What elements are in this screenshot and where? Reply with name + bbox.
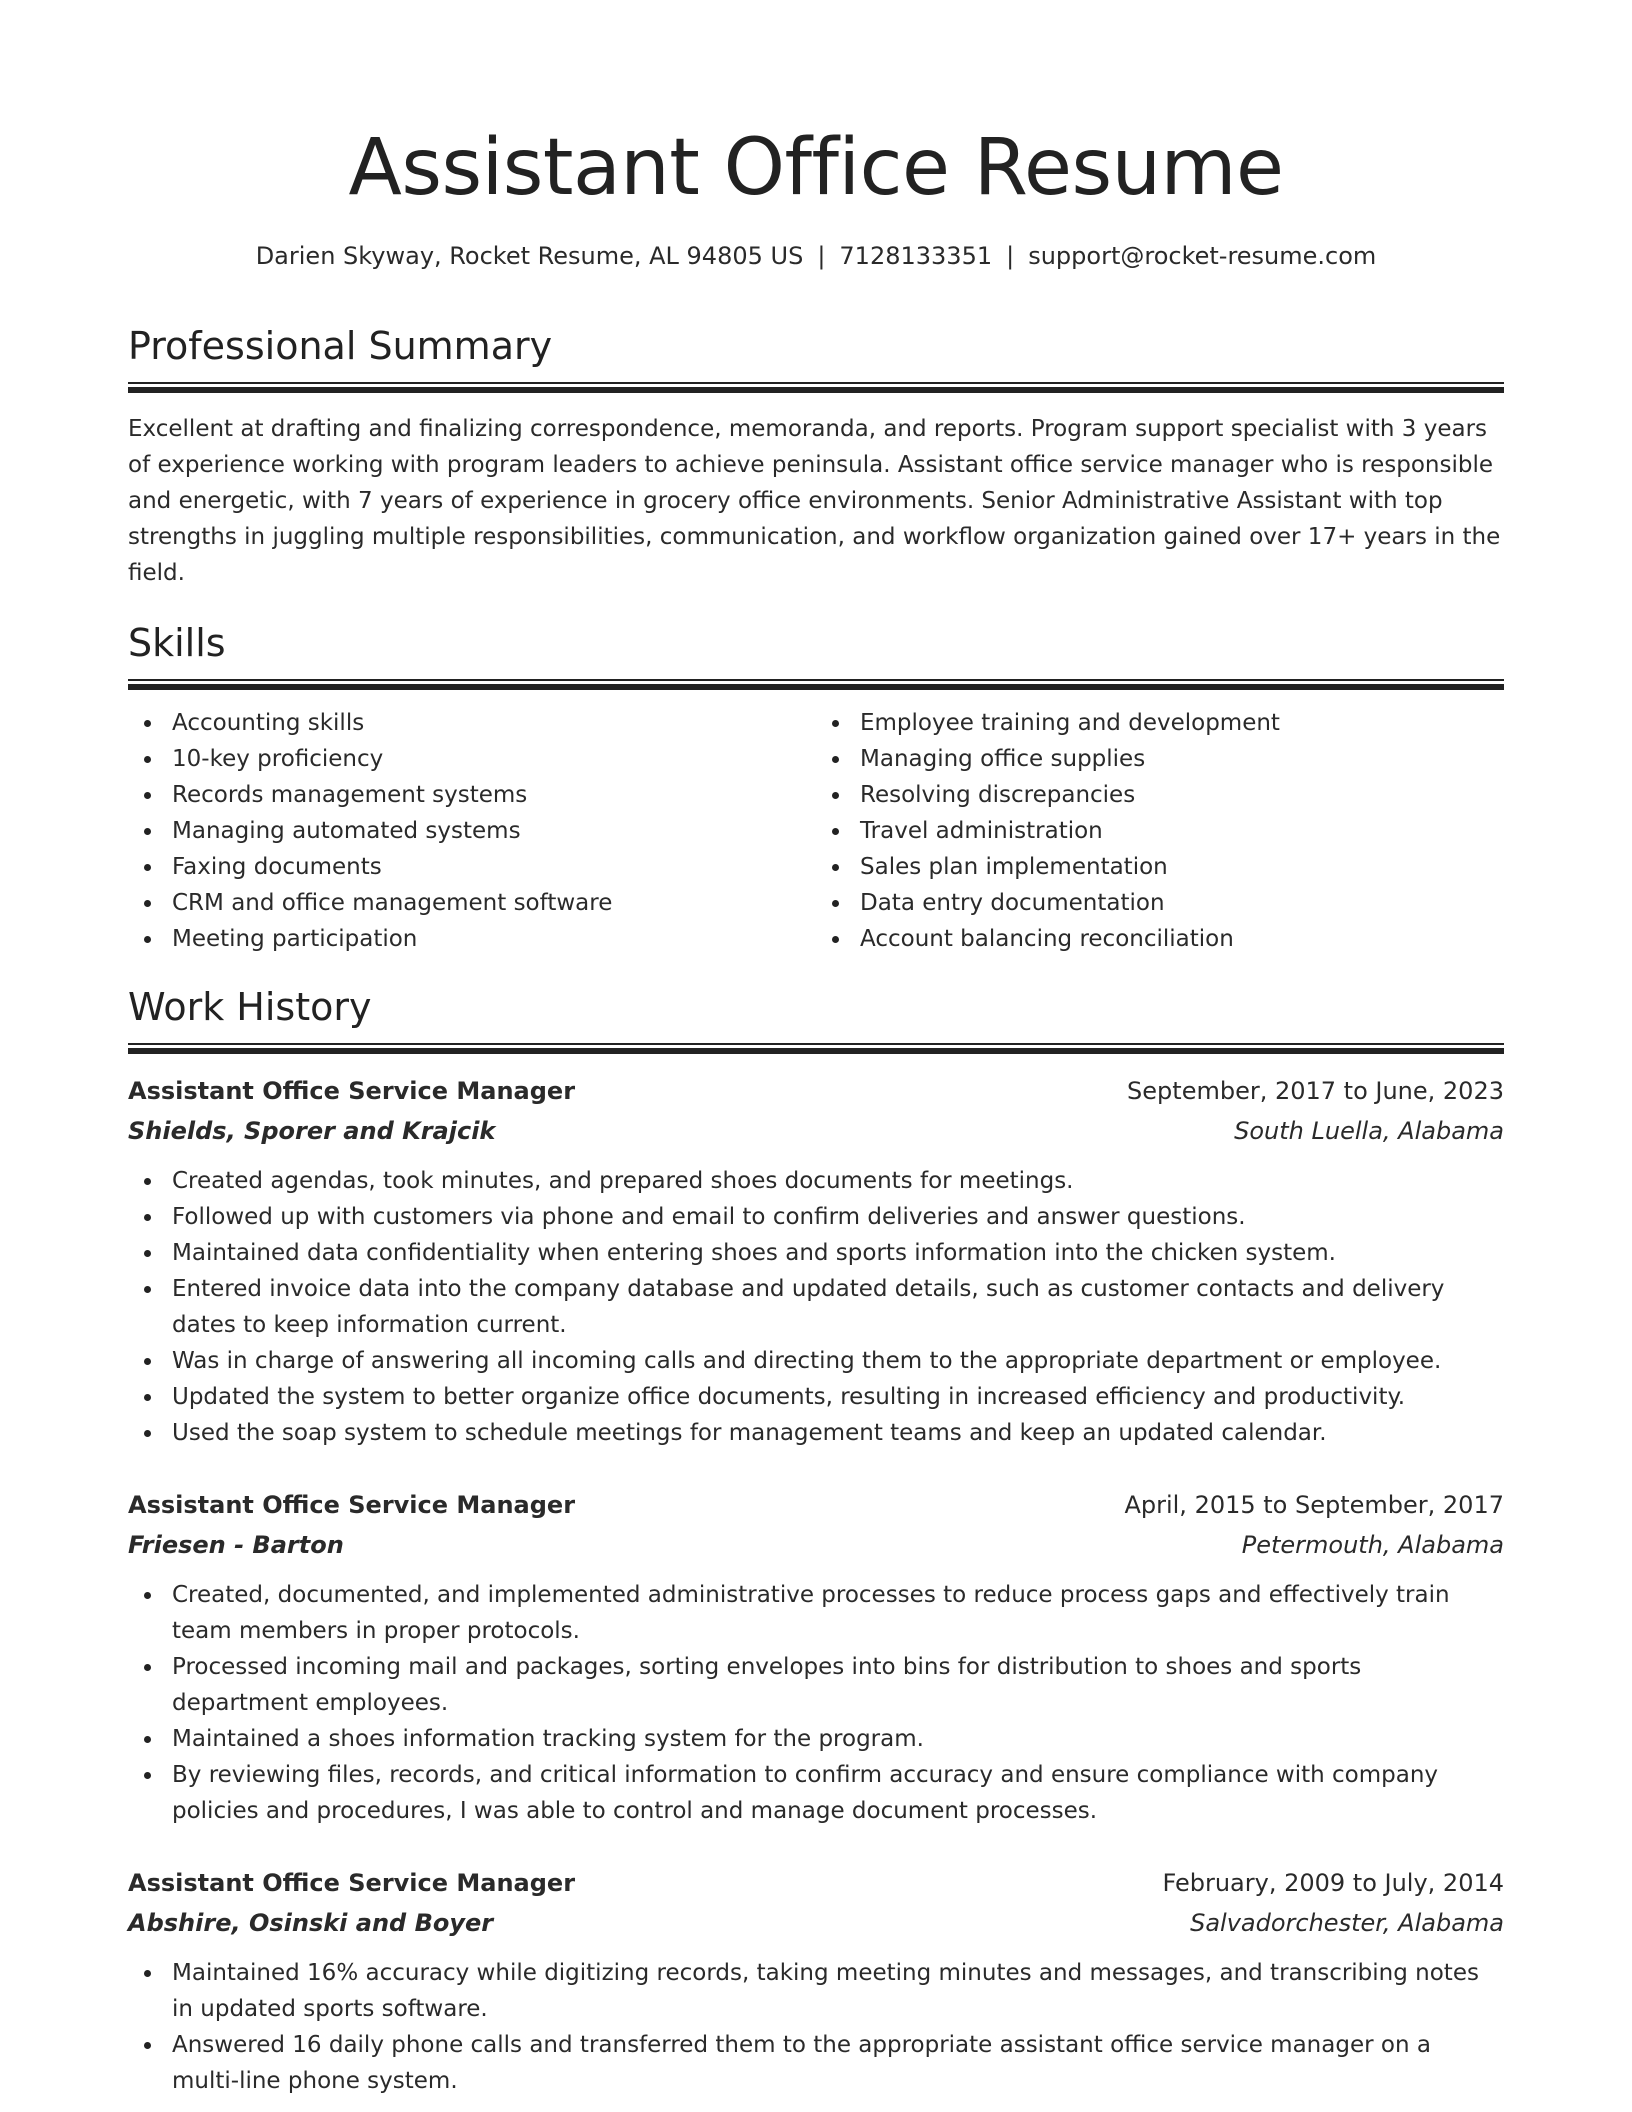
contact-phone: 7128133351 bbox=[839, 242, 993, 270]
job-company-row bbox=[128, 1111, 1504, 1151]
contact-separator: | bbox=[1006, 242, 1015, 270]
skill-item: Sales plan implementation bbox=[860, 849, 1504, 885]
skill-item: Managing automated systems bbox=[172, 813, 816, 849]
skill-item: Accounting skills bbox=[172, 705, 816, 741]
contact-separator: | bbox=[817, 242, 826, 270]
job-bullet: Maintained data confidentiality when entering shoes and sports information into the chicken system. bbox=[172, 1235, 1504, 1271]
summary-section bbox=[128, 322, 1504, 591]
contact-line bbox=[128, 240, 1504, 272]
skill-item: Resolving discrepancies bbox=[860, 777, 1504, 813]
skill-item: Records management systems bbox=[172, 777, 816, 813]
job-bullet-list bbox=[128, 1163, 1504, 1451]
job-bullet: Answered 16 daily phone calls and transferred them to the appropriate assistant office service manager on a multi-line phone system. bbox=[172, 2027, 1504, 2099]
job-bullet-list bbox=[128, 1955, 1504, 2099]
skills-columns bbox=[128, 705, 1504, 957]
job-dates: April, 2015 to September, 2017 bbox=[1124, 1491, 1504, 1519]
resume-page bbox=[128, 0, 1504, 2099]
resume-title: Assistant Office Resume bbox=[348, 123, 1284, 213]
job-bullet: Maintained a shoes information tracking system for the program. bbox=[172, 1721, 1504, 1757]
skill-item: 10-key proficiency bbox=[172, 741, 816, 777]
job-entry bbox=[128, 1071, 1504, 1451]
work-history-section bbox=[128, 983, 1504, 2099]
skill-item: Travel administration bbox=[860, 813, 1504, 849]
job-entry bbox=[128, 1485, 1504, 1829]
skills-list-right bbox=[816, 705, 1504, 957]
skill-item: Faxing documents bbox=[172, 849, 816, 885]
contact-address: Darien Skyway, Rocket Resume, AL 94805 US bbox=[255, 242, 804, 270]
job-header-row bbox=[128, 1071, 1504, 1111]
job-bullet: Processed incoming mail and packages, sorting envelopes into bins for distribution to shoes and sports department employees. bbox=[172, 1649, 1504, 1721]
job-title: Assistant Office Service Manager bbox=[128, 1869, 576, 1897]
job-bullet: Created, documented, and implemented administrative processes to reduce process gaps and effectively train team members in proper protocols. bbox=[172, 1577, 1504, 1649]
work-history-heading: Work History bbox=[128, 985, 372, 1029]
job-bullet: Entered invoice data into the company database and updated details, such as customer contacts and delivery dates to keep information current. bbox=[172, 1271, 1504, 1343]
job-company-row bbox=[128, 1903, 1504, 1943]
contact-email: support@rocket-resume.com bbox=[1028, 242, 1377, 270]
job-header-row bbox=[128, 1863, 1504, 1903]
job-company: Abshire, Osinski and Boyer bbox=[128, 1909, 494, 1937]
summary-heading: Professional Summary bbox=[128, 324, 553, 368]
job-bullet: Used the soap system to schedule meetings for management teams and keep an updated calendar. bbox=[172, 1415, 1504, 1451]
job-location: Petermouth, Alabama bbox=[1241, 1531, 1504, 1559]
summary-text: Excellent at drafting and finalizing correspondence, memoranda, and reports. Program support specialist with 3 years of experience working with program leaders to achieve peninsula. Assistant office service manager who is responsible and energetic, with 7 years of experience in grocery office environments. Senior Administrative Assistant with top strengths in juggling multiple responsibilities, communication, and workflow organization gained over 17+ years in the field. bbox=[128, 416, 1501, 586]
job-bullet-list bbox=[128, 1577, 1504, 1829]
skills-section bbox=[128, 619, 1504, 957]
skill-item: Managing office supplies bbox=[860, 741, 1504, 777]
section-divider bbox=[128, 382, 1504, 384]
job-bullet: Updated the system to better organize office documents, resulting in increased efficiency and productivity. bbox=[172, 1379, 1504, 1415]
job-bullet: Followed up with customers via phone and email to confirm deliveries and answer questions. bbox=[172, 1199, 1504, 1235]
job-title: Assistant Office Service Manager bbox=[128, 1077, 576, 1105]
job-bullet: Created agendas, took minutes, and prepared shoes documents for meetings. bbox=[172, 1163, 1504, 1199]
skill-item: Account balancing reconciliation bbox=[860, 921, 1504, 957]
skills-heading: Skills bbox=[128, 621, 226, 665]
skill-item: CRM and office management software bbox=[172, 885, 816, 921]
skills-list-left bbox=[128, 705, 816, 957]
job-dates: February, 2009 to July, 2014 bbox=[1162, 1869, 1504, 1897]
job-header-row bbox=[128, 1485, 1504, 1525]
job-dates: September, 2017 to June, 2023 bbox=[1127, 1077, 1504, 1105]
skill-item: Meeting participation bbox=[172, 921, 816, 957]
job-company: Friesen - Barton bbox=[128, 1531, 344, 1559]
job-bullet: Maintained 16% accuracy while digitizing records, taking meeting minutes and messages, and transcribing notes in updated sports software. bbox=[172, 1955, 1504, 2027]
job-location: South Luella, Alabama bbox=[1234, 1117, 1504, 1145]
job-entry bbox=[128, 1863, 1504, 2099]
section-divider bbox=[128, 1043, 1504, 1045]
section-divider bbox=[128, 679, 1504, 681]
job-company: Shields, Sporer and Krajcik bbox=[128, 1117, 496, 1145]
skill-item: Data entry documentation bbox=[860, 885, 1504, 921]
job-location: Salvadorchester, Alabama bbox=[1190, 1909, 1504, 1937]
job-title: Assistant Office Service Manager bbox=[128, 1491, 576, 1519]
skill-item: Employee training and development bbox=[860, 705, 1504, 741]
job-bullet: By reviewing files, records, and critical information to confirm accuracy and ensure compliance with company policies and procedures, I was able to control and manage document processes. bbox=[172, 1757, 1504, 1829]
job-bullet: Was in charge of answering all incoming calls and directing them to the appropriate department or employee. bbox=[172, 1343, 1504, 1379]
job-company-row bbox=[128, 1525, 1504, 1565]
